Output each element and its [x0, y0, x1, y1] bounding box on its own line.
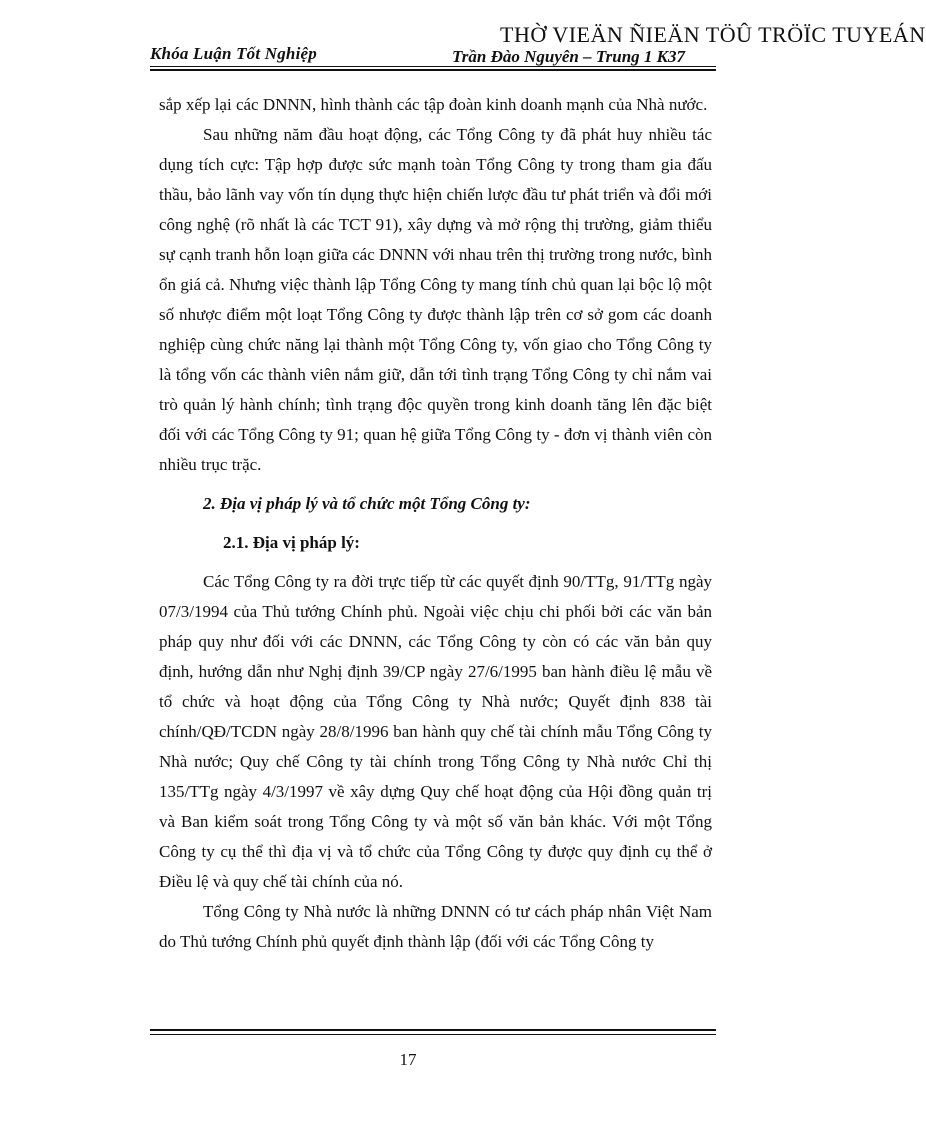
watermark-text: THỜ VIEÄN ÑIEÄN TÖÛ TRÖÏC TUYEÁN	[500, 22, 926, 47]
page-number: 17	[399, 1050, 417, 1069]
header-rule-thick	[150, 69, 716, 71]
footer-rule-thick	[150, 1029, 716, 1031]
paragraph: Tổng Công ty Nhà nước là những DNNN có tư cách pháp nhân Việt Nam do Thủ tướng Chính phủ quyết định thành lập (đối với các Tổng Công ty	[159, 902, 712, 951]
section-heading: 2. Địa vị pháp lý và tổ chức một Tổng Công ty:	[203, 494, 531, 513]
subsection-heading: 2.1. Địa vị pháp lý:	[223, 533, 360, 552]
header-thesis-title: Khóa Luận Tốt Nghiệp	[150, 44, 317, 63]
header-author: Trần Đào Nguyên – Trung 1 K37	[452, 47, 685, 66]
footer-rule-thin	[150, 1034, 716, 1035]
paragraph: Sau những năm đầu hoạt động, các Tổng Công ty đã phát huy nhiều tác dụng tích cực: Tập hợp được sức mạnh toàn Tổng Công ty trong tham gia đấu thầu, bảo lãnh vay vốn tín dụng thực hiện chiến lược đầu tư phát triển và đổi mới công nghệ (rõ nhất là các TCT 91), xây dựng và mở rộng thị trường, giảm thiểu sự cạnh tranh hỗn loạn giữa các DNNN với nhau trên thị trường trong nước, bình ổn giá cả. Nhưng việc thành lập Tổng Công ty mang tính chủ quan lại bộc lộ một số nhược điểm một loạt Tổng Công ty được thành lập trên cơ sở gom các doanh nghiệp cùng chức năng lại thành một Tổng Công ty, vốn giao cho Tổng Công ty là tổng vốn các thành viên nắm giữ, dẫn tới tình trạng Tổng Công ty chỉ nắm vai trò quản lý hành chính; tình trạng độc quyền trong kinh doanh tăng lên đặc biệt đối với các Tổng Công ty 91; quan hệ giữa Tổng Công ty - đơn vị thành viên còn nhiều trục trặc.	[159, 125, 712, 474]
header-rule-thin	[150, 66, 716, 67]
paragraph: Các Tổng Công ty ra đời trực tiếp từ các quyết định 90/TTg, 91/TTg ngày 07/3/1994 của Thủ tướng Chính phủ. Ngoài việc chịu chi phối bởi các văn bản pháp quy như đối với các DNNN, các Tổng Công ty còn có các văn bản quy định, hướng dẫn như Nghị định 39/CP ngày 27/6/1995 ban hành điều lệ mẫu về tổ chức và hoạt động của Tổng Công ty Nhà nước; Quyết định 838 tài chính/QĐ/TCDN ngày 28/8/1996 ban hành quy chế tài chính mẫu Tổng Công ty Nhà nước; Quy chế Công ty tài chính trong Tổng Công ty Nhà nước Chỉ thị 135/TTg ngày 4/3/1997 về xây dựng Quy chế hoạt động của Hội đồng quản trị và Ban kiểm soát trong Tổng Công ty và một số văn bản khác. Với một Tổng Công ty cụ thể thì địa vị và tổ chức của Tổng Công ty được quy định cụ thể ở Điều lệ và quy chế tài chính của nó.	[159, 572, 712, 891]
document-body	[159, 90, 712, 957]
paragraph-continuation: sắp xếp lại các DNNN, hình thành các tập đoàn kinh doanh mạnh của Nhà nước.	[159, 95, 708, 114]
